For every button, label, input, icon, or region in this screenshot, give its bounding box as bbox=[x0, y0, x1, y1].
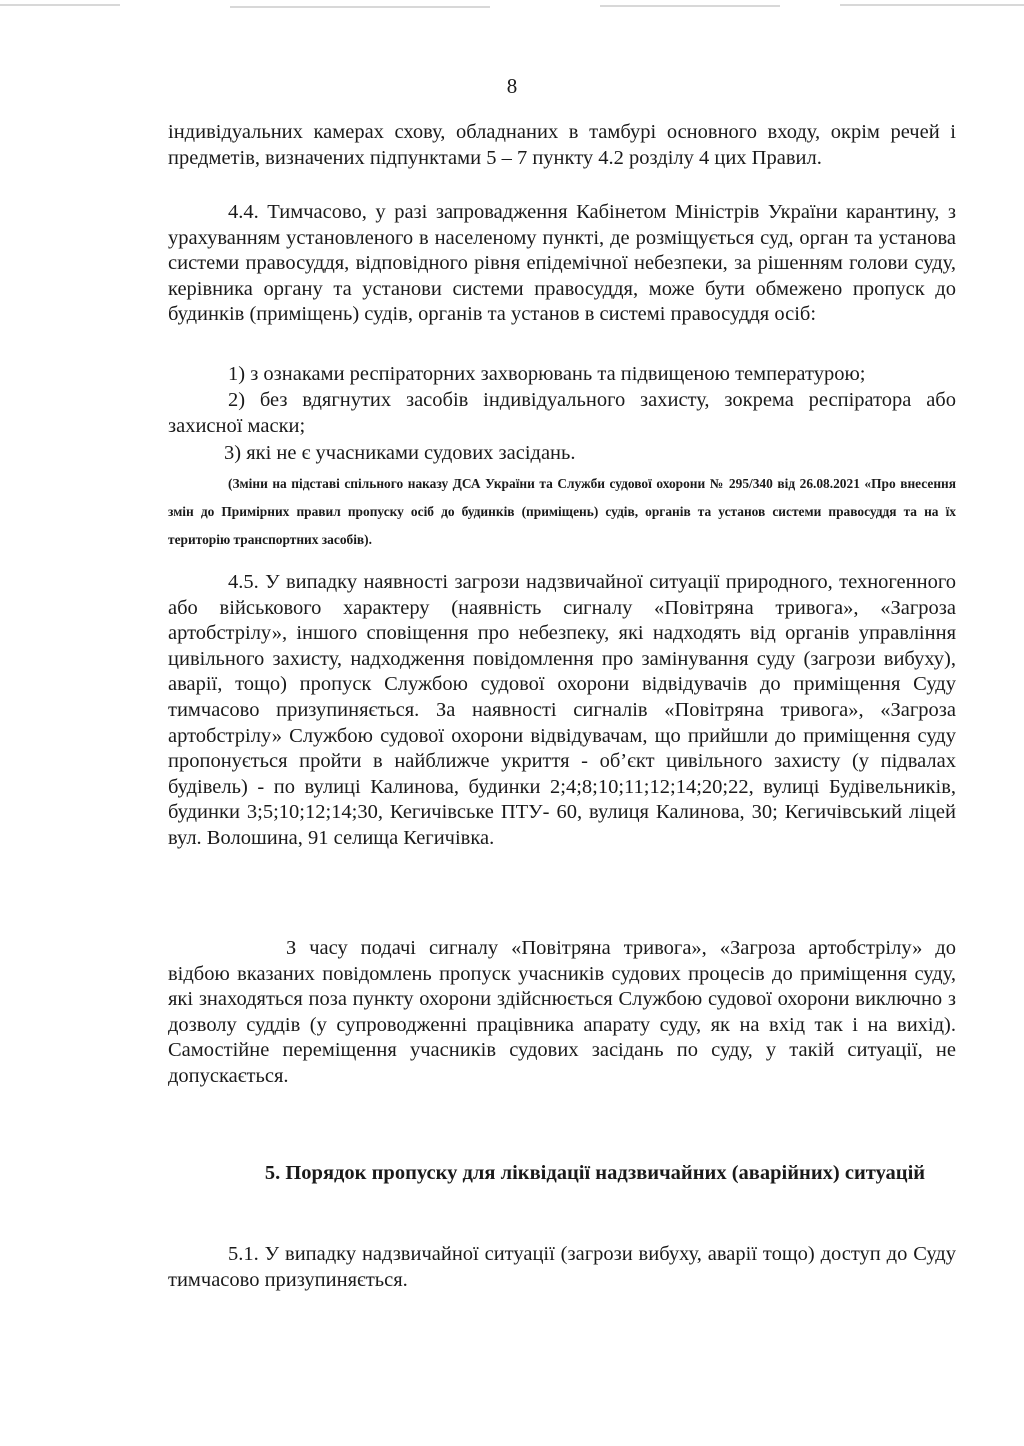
section-heading-5: 5. Порядок пропуску для ліквідації надзвичайних (аварійних) ситуацій bbox=[264, 1162, 926, 1184]
paragraph-4-4: 4.4. Тимчасово, у разі запровадження Кабінетом Міністрів України карантину, з урахуванням установленого в населеному пункті, де розміщується суд, орган та установа системи правосуддя, відповідного рівня епідемічної небезпеки, за рішенням голови суду, керівника органу та установи системи правосуддя, може бути обмежено пропуск до будинків (приміщень) судів, органів та установ в системі правосуддя осіб: bbox=[168, 201, 956, 326]
paragraph-signal: З часу подачі сигналу «Повітряна тривога», «Загроза артобстрілу» до відбою вказаних повідомлень пропуск учасників судових процесів до приміщення суду, які знаходяться поза пункту охорони здійснюється Службою судової охорони виключно з дозволу суддів (у супроводженні працівника апарату суду, як на вхід так і на вихід). Самостійне переміщення учасників судових засідань по суду, у такій ситуації, не допускається. bbox=[168, 937, 956, 1087]
paragraph-5-1: 5.1. У випадку надзвичайної ситуації (загрози вибуху, аварії тощо) доступ до Суду тимчасово призупиняється. bbox=[168, 1243, 956, 1291]
list-item-1: 1) з ознаками респіраторних захворювань та підвищеною температурою; bbox=[228, 363, 866, 385]
list-item-2: 2) без вдягнутих засобів індивідуального захисту, зокрема респіратора або захисної маски; bbox=[168, 389, 956, 437]
page-number: 8 bbox=[506, 74, 518, 98]
list-item-3: 3) які не є учасниками судових засідань. bbox=[224, 442, 576, 464]
scan-artifact bbox=[230, 6, 490, 8]
scan-artifact bbox=[600, 5, 780, 7]
paragraph-continued: індивідуальних камерах схову, обладнаних в тамбурі основного входу, окрім речей і предметів, визначених підпунктами 5 – 7 пункту 4.2 розділу 4 цих Правил. bbox=[168, 121, 956, 169]
scan-artifact bbox=[840, 4, 1024, 6]
paragraph-4-5: 4.5. У випадку наявності загрози надзвичайної ситуації природного, техногенного або військового характеру (наявність сигналу «Повітряна тривога», «Загроза артобстрілу», іншого сповіщення про небезпеку, які надходять від органів управління цивільного захисту, надходження повідомлення про замінування суду (загрози вибуху), аварії, тощо) пропуск Службою судової охорони відвідувачів до приміщення Суду тимчасово призупиняється. За наявності сигналів «Повітряна тривога», «Загроза артобстрілу» Службою судової охорони відвідувачам, що прийшли до приміщення суду пропонується пройти в найближче укриття - об’єкт цивільного захисту (у підвалах будівель) - по вулиці Калинова, будинки 2;4;8;10;11;12;14;20;22, вулиці Будівельників, будинки 3;5;10;12;14;30, Кегичівське ПТУ- 60, вулиця Калинова, 30; Кегичівський ліцей вул. Волошина, 91 селища Кегичівка. bbox=[168, 571, 956, 849]
scan-artifact bbox=[0, 4, 120, 6]
amendment-note: (Зміни на підставі спільного наказу ДСА України та Служби судової охорони № 295/340 від 26.08.2021 «Про внесення змін до Примірних правил пропуску осіб до будинків (приміщень) судів, органів та установ системи правосуддя та на їх територію транспортних засобів). bbox=[168, 476, 956, 547]
